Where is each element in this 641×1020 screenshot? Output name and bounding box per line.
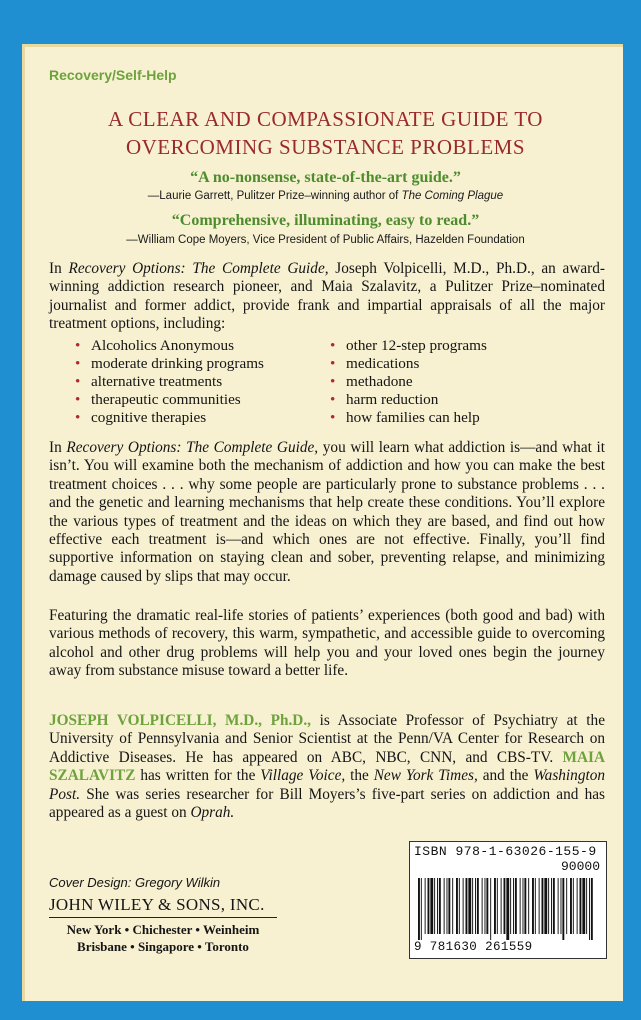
bullet-icon: • [75,391,81,408]
headline-line-2: OVERCOMING SUBSTANCE PROBLEMS [125,135,526,159]
cover-design-credit: Cover Design: Gregory Wilkin [49,875,221,890]
description-paragraph [49,439,605,586]
bio-text: is Associate Professor of Psychiatry at the University of Pennsylvania and Senior Scientist at the Penn/VA Center for Research on Addictive Diseases. He has appeared on ABC, NBC, CNN, and CBS-TV. [49,712,605,766]
attribution-text: —Laurie Garrett, Pulitzer Prize–winning author of [147,190,402,202]
publication-name: New York Times, [373,767,478,785]
bullet-icon: • [330,355,336,372]
list-item-label: medications [346,355,420,372]
description-text-rest: you will learn what addiction is—and what it isn’t. You will examine both the mechanism of addiction and how you can make the best treatment choices . . . why some people are particularly prone to substance problems . . . and the genetic and learning mechanisms that help create these conditions. You’ll explore the various types of treatment and the ideas on which they are based, and find out how effective each treatment is—and which ones are not effective. Finally, you’ll find supportive information on staying clean and sober, preventing relapse, and minimizing damage caused by slips that may occur. [49,439,605,585]
intro-book-title: Recovery Options: The Complete Guide, [68,260,329,277]
publisher-cities-line-2: Brisbane • Singapore • Toronto [77,939,249,954]
review-quote-2: “Comprehensive, illuminating, easy to read.” [171,212,480,229]
list-item [73,409,264,427]
publication-name: Village Voice, [260,767,346,785]
list-item-label: cognitive therapies [91,409,207,426]
author-name-1: JOSEPH VOLPICELLI, M.D., Ph.D., [49,712,311,729]
isbn-barcode-box [409,841,607,959]
list-item [328,409,487,427]
treatment-list-left [73,337,264,427]
list-item [73,373,264,391]
isbn-label: ISBN 978-1-63026-155-9 [414,844,597,859]
list-item [73,337,264,355]
bio-text: has written for the [135,767,261,785]
bio-text: and the [477,767,534,785]
intro-text-rest: Joseph Volpicelli, M.D., Ph.D., an award-winning addiction research pioneer, and Maia Szalavitz, a Pulitzer Prize–nominated journalist and former addict, provide frank and impartial appraisals of all the major treatment options, including: [49,260,605,333]
list-item [328,337,487,355]
intro-text-start: In [49,260,69,277]
publisher-cities-line-1: New York • Chichester • Weinheim [66,922,260,937]
treatment-list-right [328,337,487,427]
list-item [328,355,487,373]
bullet-icon: • [330,391,336,408]
bullet-icon: • [330,409,336,426]
list-item-label: alternative treatments [91,373,223,390]
description-book-title: Recovery Options: The Complete Guide, [66,439,319,456]
intro-paragraph [49,260,605,334]
attribution-book-title: The Coming Plague [401,190,504,202]
bio-text: the [345,767,374,785]
bio-text: She was series researcher for Bill Moyers’s five-part series on addiction and has appeared as a guest on [49,785,605,822]
price-addon-code: 90000 [560,859,600,874]
publication-name: Washington Post. [49,767,606,803]
show-name: Oprah. [190,804,235,822]
list-item-label: moderate drinking programs [91,355,264,372]
category-label: Recovery/Self-Help [49,67,177,83]
list-item [73,391,264,409]
bullet-icon: • [330,337,336,354]
list-item [328,391,487,409]
review-quote-1: “A no-nonsense, state-of-the-art guide.” [190,169,461,186]
list-item [73,355,264,373]
list-item-label: other 12-step programs [346,337,487,354]
list-item-label: harm reduction [346,391,439,408]
list-item-label: how families can help [346,409,480,426]
bullet-icon: • [330,373,336,390]
review-attribution-1 [25,190,626,202]
cover-panel [22,44,623,1001]
bullet-icon: • [75,355,81,372]
bullet-icon: • [75,337,81,354]
author-bio-paragraph [49,712,605,822]
barcode-digits: 9 781630 261559 [414,940,533,954]
bullet-icon: • [75,373,81,390]
list-item-label: Alcoholics Anonymous [91,337,235,354]
list-item-label: methadone [346,373,413,390]
publisher-divider [49,917,277,918]
bullet-icon: • [75,409,81,426]
publisher-name: JOHN WILEY & SONS, INC. [49,895,265,914]
list-item [328,373,487,391]
barcode-icon [418,878,596,940]
review-attribution-2: —William Cope Moyers, Vice President of Public Affairs, Hazelden Foundation [126,234,525,246]
list-item-label: therapeutic communities [91,391,241,408]
description-text-start: In [49,439,67,456]
features-paragraph: Featuring the dramatic real-life stories of patients’ experiences (both good and bad) with various methods of recovery, this warm, sympathetic, and accessible guide to overcoming alcohol and other drug problems will help you and your loved ones begin the journey away from substance misuse toward a better life. [49,607,605,680]
headline-line-1: A CLEAR AND COMPASSIONATE GUIDE TO [108,107,543,131]
author-name-2: MAIA SZALAVITZ [49,748,605,785]
